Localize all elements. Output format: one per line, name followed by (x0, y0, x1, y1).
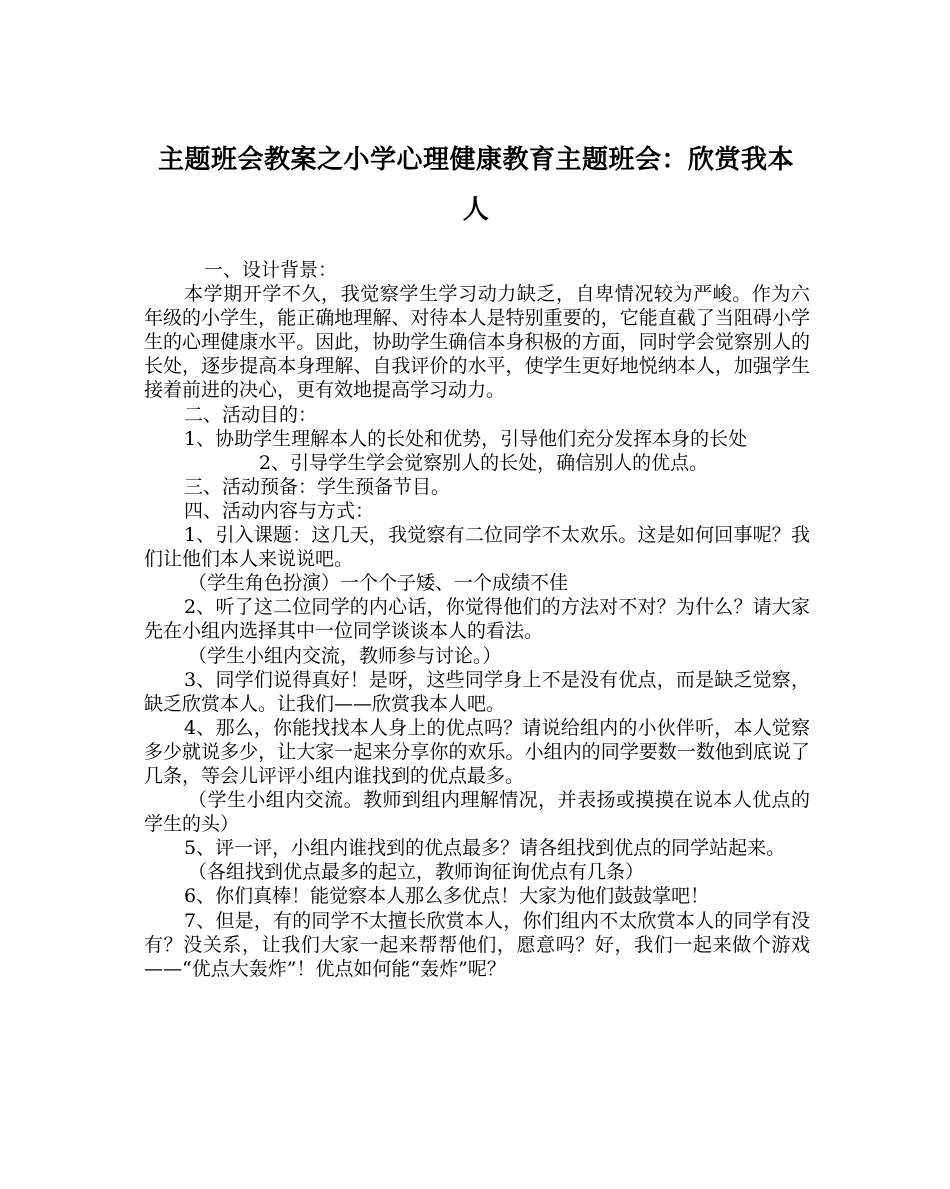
section-heading-preparation: 三、活动预备：学生预备节目。 (184, 475, 451, 498)
activity-step-2: 2、听了这二位同学的内心话，你觉得他们的方法对不对？为什么？请大家先在小组内选择其中一位同学谈谈本人的看法。 (144, 596, 810, 643)
title-line-2: 人 (462, 195, 490, 225)
activity-note-5: （各组找到优点最多的起立，教师询征询优点有几条） (188, 861, 645, 884)
section-heading-goals: 二、活动目的： (184, 403, 318, 426)
activity-note-4: （学生小组内交流。教师到组内理解情况，并表扬或摸摸在说本人优点的学生的头） (144, 789, 810, 836)
activity-note-2: （学生小组内交流，教师参与讨论。） (188, 644, 502, 667)
goal-item-1: 1、协助学生理解本人的长处和优势，引导他们充分发挥本身的长处 (184, 427, 748, 450)
activity-step-1: 1、引入课题：这几天，我觉察有二位同学不太欢乐。这是如何回事呢？我们让他们本人来说说吧。 (144, 524, 810, 571)
section-heading-content: 四、活动内容与方式： (184, 499, 375, 522)
title-line-1: 主题班会教案之小学心理健康教育主题班会：欣赏我本 (157, 145, 794, 175)
activity-step-4: 4、那么，你能找找本人身上的优点吗？请说给组内的小伙伴听，本人觉察多少就说多少，让大家一起来分享你的欢乐。小组内的同学要数一数他到底说了几条，等会儿评评小组内谁找到的优点最多。 (144, 716, 810, 787)
document-title (143, 135, 809, 235)
section-heading-background: 一、设计背景： (204, 259, 338, 281)
activity-step-3: 3、同学们说得真好！是呀，这些同学身上不是没有优点，而是缺乏觉察，缺乏欣赏本人。让我们——欣赏我本人吧。 (144, 668, 810, 715)
paragraph-background: 本学期开学不久，我觉察学生学习动力缺乏，自卑情况较为严峻。作为六年级的小学生，能正确地理解、对待本人是特别重要的，它能直截了当阻碍小学生的心理健康水平。因此，协助学生确信本身积极的方面，同时学会觉察别人的长处，逐步提高本身理解、自我评价的水平，使学生更好地悦纳本人，加强学生接着前进的决心，更有效地提高学习动力。 (144, 283, 810, 402)
activity-step-6: 6、你们真棒！能觉察本人那么多优点！大家为他们鼓鼓掌吧！ (184, 885, 710, 908)
document-body (144, 258, 810, 981)
activity-step-7: 7、但是，有的同学不太擅长欣赏本人，你们组内不太欣赏本人的同学有没有？没关系，让我们大家一起来帮帮他们，愿意吗？好，我们一起来做个游戏——“优点大轰炸”！优点如何能“轰炸”呢？ (144, 909, 810, 980)
activity-step-5: 5、评一评，小组内谁找到的优点最多？请各组找到优点的同学站起来。 (184, 837, 786, 860)
goal-item-2: 2、引导学生学会觉察别人的长处，确信别人的优点。 (259, 451, 709, 474)
activity-note-1: （学生角色扮演）一个个子矮、一个成绩不佳 (188, 572, 569, 595)
